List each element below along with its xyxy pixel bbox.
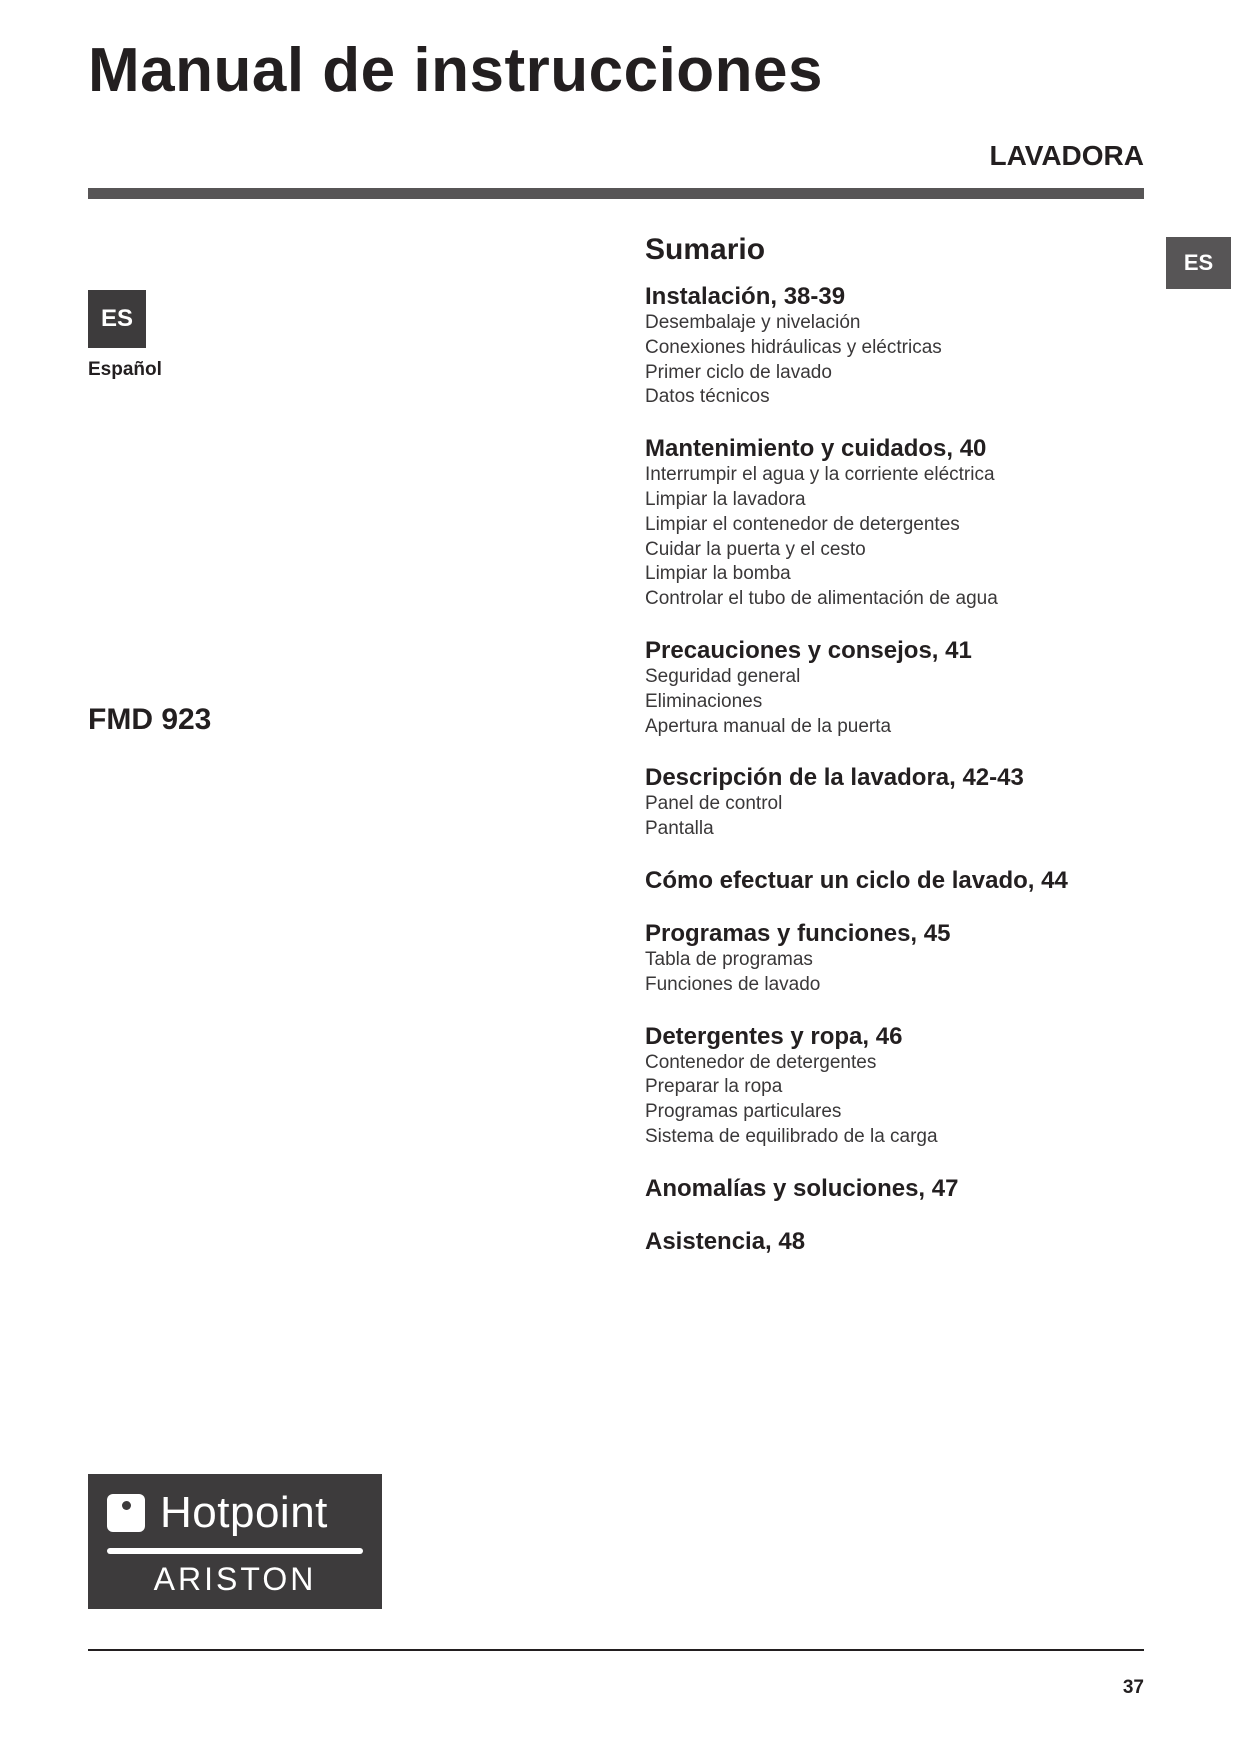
language-side-tab: ES	[1166, 237, 1231, 289]
toc-item: Desembalaje y nivelación	[645, 312, 861, 333]
language-badge: ES	[88, 290, 146, 348]
toc-item: Primer ciclo de lavado	[645, 361, 832, 383]
toc-item: Conexiones hidráulicas y eléctricas	[645, 336, 942, 358]
toc-section-title: Precauciones y consejos, 41	[645, 636, 972, 664]
toc-item: Limpiar el contenedor de detergentes	[645, 513, 960, 535]
toc-item: Apertura manual de la puerta	[645, 715, 892, 737]
logo-mark-dot	[122, 1501, 131, 1510]
toc-item-list	[645, 665, 1185, 739]
toc-item-list	[645, 463, 1185, 612]
model-number: FMD 923	[88, 703, 212, 736]
toc-item: Cuidar la puerta y el cesto	[645, 538, 866, 560]
toc-item: Preparar la ropa	[645, 1076, 783, 1098]
toc-section	[645, 1227, 1185, 1256]
toc-section	[645, 866, 1185, 895]
toc-heading: Sumario	[645, 233, 766, 266]
toc-section-title: Instalación, 38-39	[645, 283, 846, 310]
toc-section-title: Anomalías y soluciones, 47	[645, 1174, 959, 1202]
toc-item: Panel de control	[645, 793, 783, 815]
toc-section-title: Cómo efectuar un ciclo de lavado, 44	[645, 866, 1068, 894]
toc-section-title: Detergentes y ropa, 46	[645, 1022, 903, 1050]
hotpoint-mark-icon	[107, 1494, 145, 1532]
toc-item: Sistema de equilibrado de la carga	[645, 1125, 938, 1147]
toc-item-list	[645, 792, 1185, 842]
logo-divider	[107, 1548, 363, 1554]
toc-item-list	[645, 311, 1185, 410]
toc-item: Datos técnicos	[645, 386, 770, 408]
logo-text-hotpoint: Hotpoint	[160, 1488, 328, 1537]
toc-item: Limpiar la bomba	[645, 563, 791, 585]
table-of-contents	[645, 232, 1185, 1280]
toc-section-title: Asistencia, 48	[645, 1227, 806, 1255]
toc-item: Tabla de programas	[645, 948, 813, 970]
toc-item-list	[645, 1051, 1185, 1150]
toc-section	[645, 282, 1185, 410]
toc-item: Funciones de lavado	[645, 973, 821, 995]
language-label: Español	[88, 359, 162, 380]
toc-section-title: Mantenimiento y cuidados, 40	[645, 435, 987, 463]
toc-item: Contenedor de detergentes	[645, 1051, 877, 1073]
toc-section-title: Descripción de la lavadora, 42-43	[645, 764, 1024, 792]
toc-item: Programas particulares	[645, 1101, 842, 1123]
toc-item: Eliminaciones	[645, 690, 763, 712]
page-title: Manual de instrucciones	[88, 36, 824, 105]
header-divider	[88, 188, 1144, 199]
toc-item: Pantalla	[645, 818, 714, 840]
toc-item: Seguridad general	[645, 665, 801, 687]
toc-section	[645, 636, 1185, 739]
brand-logo	[88, 1474, 382, 1609]
toc-section	[645, 1174, 1185, 1203]
toc-section	[645, 763, 1185, 842]
toc-item: Interrumpir el agua y la corriente eléctrica	[645, 464, 995, 486]
toc-sections	[645, 282, 1185, 1256]
footer-divider	[88, 1649, 1144, 1651]
toc-item: Controlar el tubo de alimentación de agua	[645, 588, 998, 610]
toc-item: Limpiar la lavadora	[645, 488, 806, 510]
product-category: LAVADORA	[989, 140, 1144, 171]
toc-item-list	[645, 948, 1185, 998]
page-number: 37	[1122, 1677, 1144, 1698]
toc-section	[645, 434, 1185, 612]
logo-text-ariston: ARISTON	[153, 1561, 317, 1597]
toc-section-title: Programas y funciones, 45	[645, 919, 951, 947]
toc-section	[645, 919, 1185, 998]
toc-section	[645, 1022, 1185, 1150]
